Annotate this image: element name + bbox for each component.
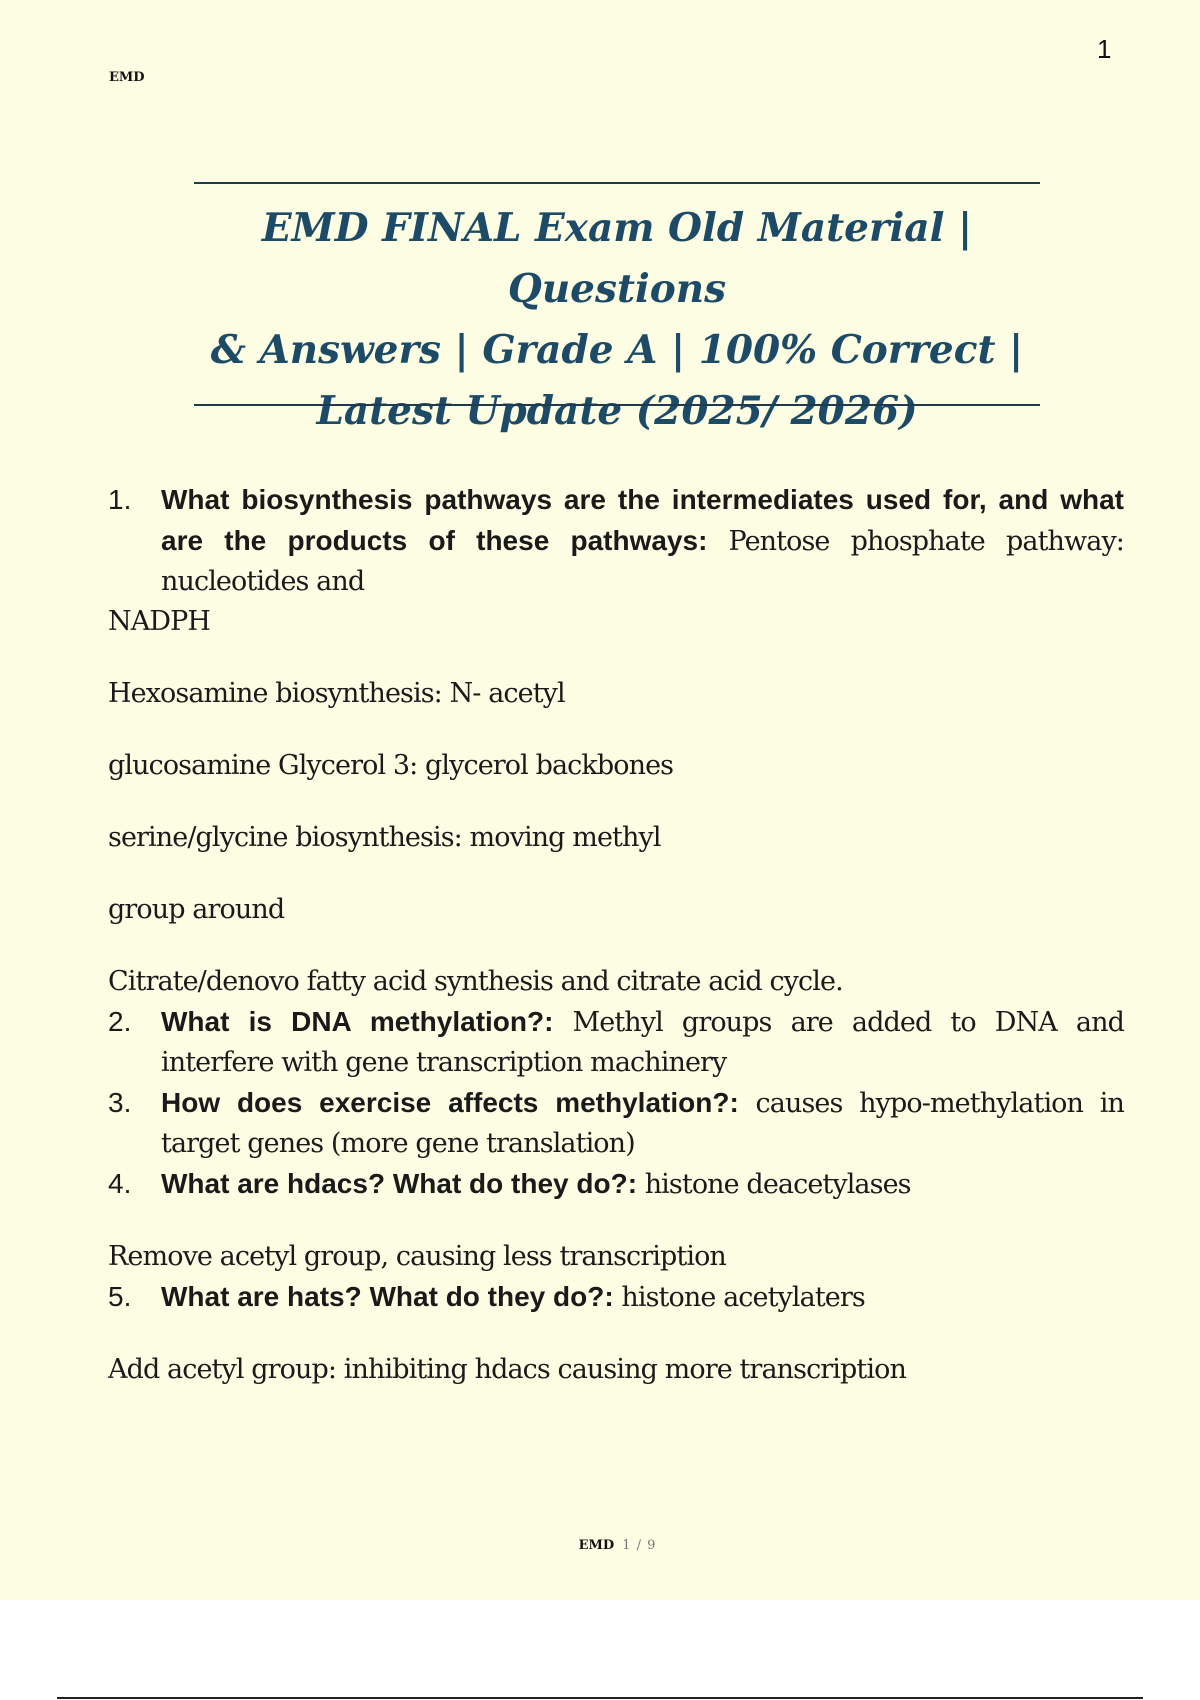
question-text: What are hdacs? What do they do?: xyxy=(161,1168,638,1199)
title-line: Latest Update (2025/ 2026) xyxy=(316,388,918,434)
qa-item xyxy=(108,480,1124,602)
answer-text: histone acetylaters xyxy=(613,1282,865,1313)
qa-item xyxy=(108,1277,1124,1318)
item-number: 1. xyxy=(108,484,132,515)
qa-item xyxy=(108,1083,1124,1164)
question-text: What is DNA methylation?: xyxy=(161,1006,554,1037)
answer-text: histone deacetylases xyxy=(637,1169,911,1200)
page-footer xyxy=(0,1538,1200,1553)
item-number: 3. xyxy=(108,1087,132,1118)
title-rule-bottom xyxy=(194,404,1040,406)
answer-paragraph: glucosamine Glycerol 3: glycerol backbones xyxy=(108,750,674,781)
item-number: 4. xyxy=(108,1168,132,1199)
qa-item xyxy=(108,1002,1124,1083)
answer-text: Methyl groups are added to DNA and interfere with gene transcription machinery xyxy=(161,1007,1124,1078)
answer-paragraph: Hexosamine biosynthesis: N- acetyl xyxy=(108,678,565,709)
question-text: What biosynthesis pathways are the intermediates used for, and what are the products of these pathways: xyxy=(161,484,1124,556)
answer-paragraph: Add acetyl group: inhibiting hdacs causing more transcription xyxy=(108,1354,906,1385)
footer-label: EMD xyxy=(578,1538,615,1553)
header-label: EMD xyxy=(109,70,145,85)
title-line: & Answers | Grade A | 100% Correct | xyxy=(210,327,1024,373)
answer-paragraph: Citrate/denovo fatty acid synthesis and citrate acid cycle. xyxy=(108,966,843,997)
question-text: What are hats? What do they do?: xyxy=(161,1281,614,1312)
answer-paragraph: group around xyxy=(108,894,285,925)
question-text: How does exercise affects methylation?: xyxy=(161,1087,739,1118)
answer-paragraph: serine/glycine biosynthesis: moving methyl xyxy=(108,822,661,853)
answer-text: causes hypo-methylation in target genes (more gene translation) xyxy=(161,1088,1124,1159)
title-rule-top xyxy=(194,182,1040,184)
item-number: 5. xyxy=(108,1281,132,1312)
qa-content xyxy=(108,480,1124,1390)
bottom-divider xyxy=(57,1697,1143,1699)
item-number: 2. xyxy=(108,1006,132,1037)
title-line: EMD FINAL Exam Old Material | Questions xyxy=(261,205,973,312)
page-number: 1 xyxy=(1097,34,1112,64)
answer-text: Pentose phosphate pathway: nucleotides and xyxy=(161,526,1124,597)
qa-item xyxy=(108,1164,1124,1205)
footer-page-count: 1 / 9 xyxy=(622,1538,657,1553)
answer-paragraph: NADPH xyxy=(108,606,210,637)
answer-paragraph: Remove acetyl group, causing less transcription xyxy=(108,1241,726,1272)
